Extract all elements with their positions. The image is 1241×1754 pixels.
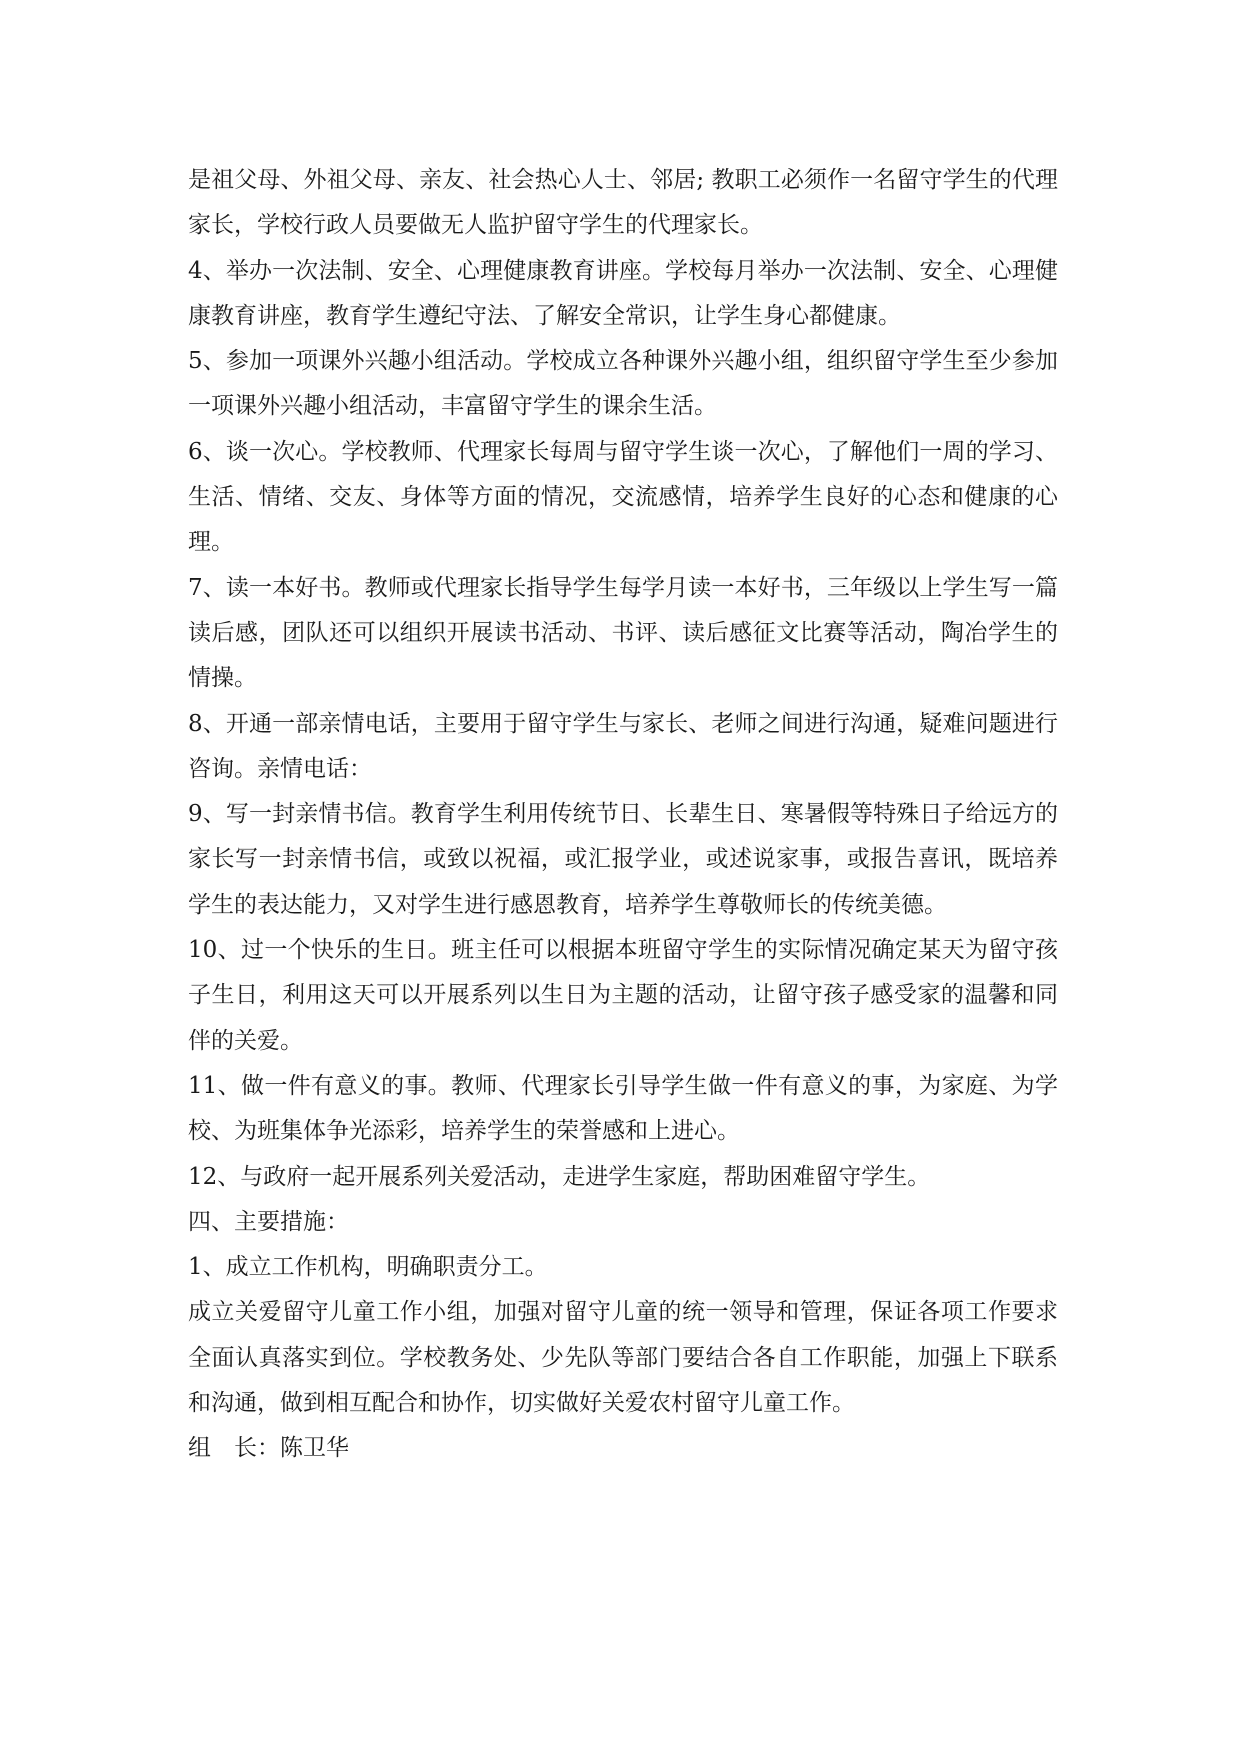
section-heading-main-measures: 四、主要措施： xyxy=(188,1208,349,1235)
subheading-measure-1: 1、成立工作机构，明确职责分工。 xyxy=(188,1254,548,1281)
paragraph-item-9-family-letter: 9、写一封亲情书信。教育学生利用传统节日、长辈生日、寒暑假等特殊日子给远方的家长写一封亲情书信，或致以祝福，或汇报学业，或述说家事，或报告喜讯，既培养学生的表达能力，又对学生进行感恩教育，培养学生尊敬师长的传统美德。 xyxy=(188,801,1058,918)
paragraph-item-11-meaningful-thing: 11、做一件有意义的事。教师、代理家长引导学生做一件有意义的事，为家庭、为学校、为班集体争光添彩，培养学生的荣誉感和上进心。 xyxy=(188,1072,1058,1145)
paragraph-item-8-family-phone: 8、开通一部亲情电话，主要用于留守学生与家长、老师之间进行沟通，疑难问题进行咨询。亲情电话： xyxy=(188,710,1058,782)
paragraph-guardian-continued: 是祖父母、外祖父母、亲友、社会热心人士、邻居; 教职工必须作一名留守学生的代理家长，学校行政人员要做无人监护留守学生的代理家长。 xyxy=(188,167,1058,239)
paragraph-item-5-interest-group: 5、参加一项课外兴趣小组活动。学校成立各种课外兴趣小组，组织留守学生至少参加一项课外兴趣小组活动，丰富留守学生的课余生活。 xyxy=(188,348,1058,420)
paragraph-item-4-lecture: 4、举办一次法制、安全、心理健康教育讲座。学校每月举办一次法制、安全、心理健康教育讲座，教育学生遵纪守法、了解安全常识，让学生身心都健康。 xyxy=(188,257,1058,329)
document-body xyxy=(188,158,1058,1472)
paragraph-item-6-heart-talk: 6、谈一次心。学校教师、代理家长每周与留守学生谈一次心，了解他们一周的学习、生活、情绪、交友、身体等方面的情况，交流感情，培养学生良好的心态和健康的心理。 xyxy=(188,438,1058,556)
paragraph-item-7-good-book: 7、读一本好书。教师或代理家长指导学生每学月读一本好书，三年级以上学生写一篇读后感，团队还可以组织开展读书活动、书评、读后感征文比赛等活动，陶冶学生的情操。 xyxy=(188,574,1058,692)
paragraph-working-group: 成立关爱留守儿童工作小组，加强对留守儿童的统一领导和管理，保证各项工作要求全面认真落实到位。学校教务处、少先队等部门要结合各自工作职能，加强上下联系和沟通，做到相互配合和协作，切实做好关爱农村留守儿童工作。 xyxy=(188,1299,1058,1417)
paragraph-item-12-government: 12、与政府一起开展系列关爱活动，走进学生家庭，帮助困难留守学生。 xyxy=(188,1163,931,1190)
paragraph-item-10-birthday: 10、过一个快乐的生日。班主任可以根据本班留守学生的实际情况确定某天为留守孩子生日，利用这天可以开展系列以生日为主题的活动，让留守孩子感受家的温馨和同伴的关爱。 xyxy=(188,937,1058,1054)
paragraph-group-leader: 组 长：陈卫华 xyxy=(188,1435,349,1462)
